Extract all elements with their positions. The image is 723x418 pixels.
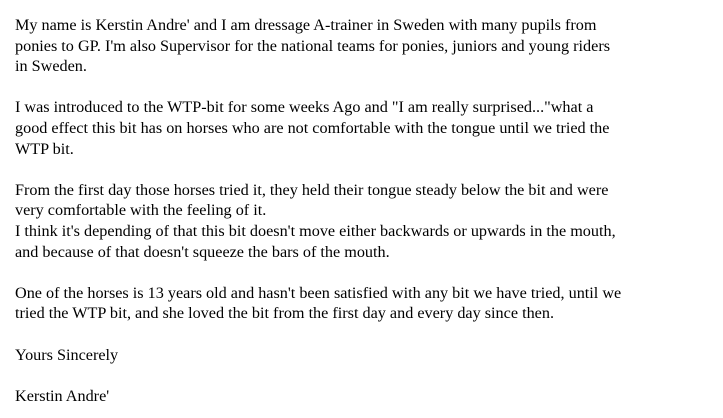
text-line: From the first day those horses tried it, they held their tongue steady below the bit and were [15,180,609,199]
paragraph-first-day [15,180,715,262]
text-line: very comfortable with the feeling of it. [15,201,267,220]
text-line: and because of that doesn't squeeze the bars of the mouth. [15,242,390,261]
letter-body [15,15,715,406]
text-line: ponies to GP. I'm also Supervisor for the national teams for ponies, juniors and young riders [15,36,611,55]
paragraph-introduction [15,15,715,77]
signature: Kerstin Andre' [15,386,110,405]
text-line: One of the horses is 13 years old and hasn't been satisfied with any bit we have tried, until we [15,283,622,302]
text-line: I think it's depending of that this bit doesn't move either backwards or upwards in the mouth, [15,221,616,240]
text-line: good effect this bit has on horses who are not comfortable with the tongue until we tried the [15,118,610,137]
text-line: My name is Kerstin Andre' and I am dressage A-trainer in Sweden with many pupils from [15,16,597,34]
paragraph-horse-example [15,283,715,324]
text-line: I was introduced to the WTP-bit for some weeks Ago and "I am really surprised..."what a [15,98,594,117]
paragraph-wtp-introduction [15,97,715,159]
text-line: WTP bit. [15,139,74,158]
text-line: in Sweden. [15,57,87,76]
text-line: tried the WTP bit, and she loved the bit from the first day and every day since then. [15,304,554,323]
closing: Yours Sincerely [15,345,119,364]
